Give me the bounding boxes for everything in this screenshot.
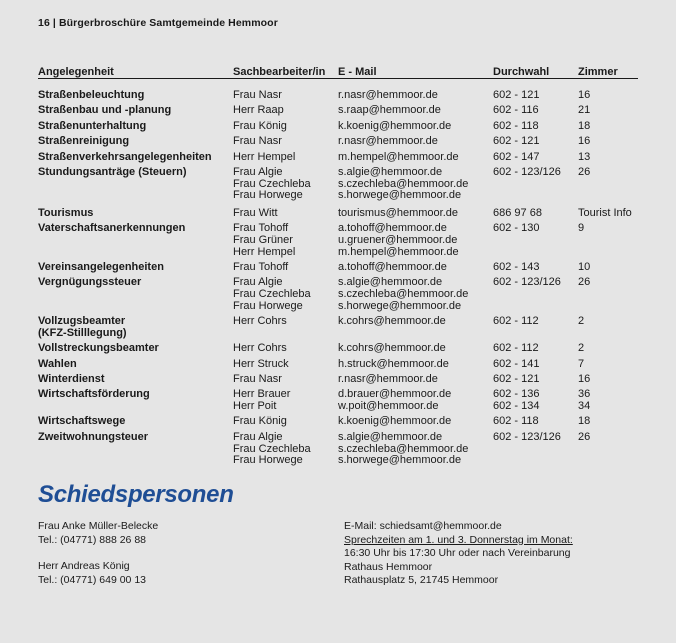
row-room xyxy=(578,343,648,355)
row-email-line: s.horwege@hemmoor.de xyxy=(338,189,462,202)
person-name: Herr Andreas König xyxy=(38,560,130,572)
row-room xyxy=(578,223,648,235)
row-person-line: Frau Czechleba xyxy=(233,177,311,190)
row-email-line: h.struck@hemmoor.de xyxy=(338,357,449,370)
row-phone-line: 602 - 121 xyxy=(493,89,540,101)
row-email xyxy=(338,223,488,258)
row-email-line: w.poit@hemmoor.de xyxy=(338,400,439,413)
brochure-title: Bürgerbroschüre Samtgemeinde Hemmoor xyxy=(58,17,278,29)
row-phone xyxy=(493,136,573,148)
schieds-email: E-Mail: schiedsamt@hemmoor.de xyxy=(344,520,502,532)
row-email xyxy=(338,167,488,202)
row-email-line: s.horwege@hemmoor.de xyxy=(338,454,462,467)
row-person-line: Herr Struck xyxy=(233,357,289,370)
row-person-line: Frau Witt xyxy=(233,206,278,219)
row-subject xyxy=(38,208,228,220)
row-phone xyxy=(493,389,573,412)
row-email xyxy=(338,262,488,274)
row-person xyxy=(233,223,333,258)
row-subject-line: Winterdienst xyxy=(38,373,105,385)
schieds-person-1 xyxy=(38,520,158,547)
table-row xyxy=(38,343,638,358)
row-room-line: 26 xyxy=(578,276,591,289)
office-hours-title: Sprechzeiten am 1. und 3. Donnerstag im Monat: xyxy=(344,533,573,546)
row-person xyxy=(233,105,333,117)
row-phone xyxy=(493,416,573,428)
row-email xyxy=(338,359,488,371)
section-heading-schiedspersonen: Schiedspersonen xyxy=(38,481,234,508)
row-email-line: r.nasr@hemmoor.de xyxy=(338,373,438,385)
row-subject xyxy=(38,389,228,401)
row-email xyxy=(338,105,488,117)
row-phone xyxy=(493,90,573,102)
row-email-line: r.nasr@hemmoor.de xyxy=(338,89,438,101)
row-room xyxy=(578,152,648,164)
row-phone-line: 602 - 147 xyxy=(493,150,540,163)
row-person-line: Frau Horwege xyxy=(233,189,303,202)
row-email-line: s.algie@hemmoor.de xyxy=(338,430,443,443)
table-row xyxy=(38,167,638,206)
table-row xyxy=(38,432,638,471)
row-phone-line: 602 - 136 xyxy=(493,388,540,401)
row-email xyxy=(338,389,488,412)
row-phone xyxy=(493,432,573,444)
row-person-line: Herr Cohrs xyxy=(233,315,287,328)
location: Rathaus Hemmoor xyxy=(344,560,433,573)
row-person-line: Frau Czechleba xyxy=(233,288,311,301)
row-phone-line: 686 97 68 xyxy=(493,206,542,219)
row-phone xyxy=(493,359,573,371)
row-room xyxy=(578,277,648,289)
row-person-line: Frau Algie xyxy=(233,276,283,289)
row-email xyxy=(338,277,488,312)
address: Rathausplatz 5, 21745 Hemmoor xyxy=(344,574,499,586)
row-person-line: Herr Brauer xyxy=(233,388,291,401)
row-subject-line: Straßenreinigung xyxy=(38,135,130,148)
row-room-line: 16 xyxy=(578,135,591,148)
row-subject-line: (KFZ-Stilllegung) xyxy=(38,326,127,339)
row-phone xyxy=(493,343,573,355)
row-phone-line: 602 - 112 xyxy=(493,315,539,328)
row-room xyxy=(578,136,648,148)
table-row xyxy=(38,152,638,167)
row-room xyxy=(578,105,648,117)
row-subject-line: Wahlen xyxy=(38,357,77,370)
row-room-line: 34 xyxy=(578,400,591,413)
row-room-line: 26 xyxy=(578,165,591,178)
row-phone-line: 602 - 121 xyxy=(493,135,540,148)
row-subject-line: Vergnügungssteuer xyxy=(38,276,142,289)
row-person-line: Herr Raap xyxy=(233,104,284,117)
row-person xyxy=(233,262,333,274)
row-room-line: 21 xyxy=(578,104,591,117)
row-subject xyxy=(38,316,228,339)
row-phone xyxy=(493,223,573,235)
row-email-line: s.czechleba@hemmoor.de xyxy=(338,288,469,301)
schieds-contact xyxy=(344,520,573,588)
row-email-line: k.cohrs@hemmoor.de xyxy=(338,315,446,328)
person-phone: Tel.: (04771) 649 00 13 xyxy=(38,573,146,586)
row-person xyxy=(233,316,333,328)
row-email-line: r.nasr@hemmoor.de xyxy=(338,135,438,148)
row-phone-line: 602 - 134 xyxy=(493,400,540,413)
row-person xyxy=(233,374,333,386)
row-phone xyxy=(493,262,573,274)
row-person-line: Frau Algie xyxy=(233,430,283,443)
column-header-email: E - Mail xyxy=(338,66,377,78)
row-room-line: 36 xyxy=(578,388,591,401)
row-subject-line: Straßenverkehrsangelegenheiten xyxy=(38,150,212,163)
row-person xyxy=(233,208,333,220)
row-email xyxy=(338,416,488,428)
row-phone xyxy=(493,277,573,289)
row-email-line: k.cohrs@hemmoor.de xyxy=(338,342,446,355)
column-header-phone: Durchwahl xyxy=(493,66,550,78)
table-row xyxy=(38,277,638,316)
row-phone-line: 602 - 141 xyxy=(493,357,540,370)
row-room-line: 13 xyxy=(578,150,591,163)
row-subject-line: Tourismus xyxy=(38,206,94,219)
column-header-person: Sachbearbeiter/in xyxy=(233,66,326,78)
column-header-subject: Angelegenheit xyxy=(38,66,114,78)
row-subject-line: Vollstreckungsbeamter xyxy=(38,342,159,355)
row-email xyxy=(338,343,488,355)
row-subject-line: Vaterschaftsanerkennungen xyxy=(38,222,186,235)
table-row xyxy=(38,359,638,374)
row-email-line: m.hempel@hemmoor.de xyxy=(338,150,459,163)
row-person xyxy=(233,167,333,202)
row-room-line: 2 xyxy=(578,342,585,355)
table-row xyxy=(38,105,638,120)
row-subject xyxy=(38,90,228,102)
row-subject-line: Wirtschaftsförderung xyxy=(38,388,150,401)
row-room xyxy=(578,208,648,220)
row-person xyxy=(233,136,333,148)
row-person xyxy=(233,389,333,412)
row-person-line: Frau Algie xyxy=(233,165,283,178)
row-room xyxy=(578,389,648,412)
row-subject-line: Vollzugsbeamter xyxy=(38,315,126,328)
row-email-line: k.koenig@hemmoor.de xyxy=(338,415,452,428)
table-row xyxy=(38,316,638,343)
row-email xyxy=(338,432,488,467)
office-hours: 16:30 Uhr bis 17:30 Uhr oder nach Vereinbarung xyxy=(344,547,571,559)
table-body xyxy=(38,90,638,471)
row-subject xyxy=(38,359,228,371)
row-phone xyxy=(493,105,573,117)
row-room xyxy=(578,167,648,179)
row-person-line: Frau Horwege xyxy=(233,454,303,467)
page-header xyxy=(38,17,278,29)
contact-table xyxy=(38,62,638,467)
row-person xyxy=(233,432,333,467)
row-email-line: s.czechleba@hemmoor.de xyxy=(338,177,469,190)
table-row xyxy=(38,121,638,136)
row-email-line: k.koenig@hemmoor.de xyxy=(338,119,452,132)
row-phone xyxy=(493,316,573,328)
column-header-room: Zimmer xyxy=(578,66,618,78)
row-phone xyxy=(493,167,573,179)
row-subject-line: Wirtschaftswege xyxy=(38,415,126,428)
row-person-line: Frau Tohoff xyxy=(233,222,289,235)
row-room-line: 16 xyxy=(578,373,591,385)
row-phone-line: 602 - 143 xyxy=(493,260,540,273)
row-subject xyxy=(38,416,228,428)
row-person xyxy=(233,90,333,102)
row-room xyxy=(578,416,648,428)
table-row xyxy=(38,90,638,105)
row-room xyxy=(578,374,648,386)
row-person-line: Frau Nasr xyxy=(233,89,282,101)
person-name: Frau Anke Müller-Belecke xyxy=(38,520,159,532)
row-phone-line: 602 - 121 xyxy=(493,373,540,385)
row-room xyxy=(578,262,648,274)
row-email xyxy=(338,208,488,220)
table-row xyxy=(38,374,638,389)
row-room-line: 26 xyxy=(578,430,591,443)
row-room-line: 7 xyxy=(578,357,585,370)
row-person xyxy=(233,121,333,133)
schieds-persons xyxy=(38,520,158,600)
row-room-line: 18 xyxy=(578,119,591,132)
schieds-person-2 xyxy=(38,560,158,587)
row-subject xyxy=(38,343,228,355)
table-row xyxy=(38,416,638,431)
row-person-line: Frau Tohoff xyxy=(233,260,289,273)
row-email xyxy=(338,316,488,328)
row-person-line: Frau Nasr xyxy=(233,373,282,385)
row-phone-line: 602 - 112 xyxy=(493,342,539,355)
row-email-line: s.czechleba@hemmoor.de xyxy=(338,442,469,455)
row-room-line: 18 xyxy=(578,415,591,428)
row-subject-line: Stundungsanträge (Steuern) xyxy=(38,165,187,178)
row-email xyxy=(338,152,488,164)
row-email-line: m.hempel@hemmoor.de xyxy=(338,245,459,258)
row-room-line: 2 xyxy=(578,315,585,328)
row-room xyxy=(578,432,648,444)
row-person-line: Herr Cohrs xyxy=(233,342,287,355)
row-phone-line: 602 - 123/126 xyxy=(493,165,561,178)
row-room-line: 16 xyxy=(578,89,591,101)
row-subject xyxy=(38,432,228,444)
header-separator: | xyxy=(52,17,59,29)
row-subject-line: Straßenbeleuchtung xyxy=(38,89,145,101)
table-row xyxy=(38,262,638,277)
table-row xyxy=(38,389,638,416)
table-row xyxy=(38,136,638,151)
row-subject xyxy=(38,105,228,117)
row-person-line: Frau König xyxy=(233,119,287,132)
row-phone-line: 602 - 116 xyxy=(493,104,539,117)
row-email xyxy=(338,121,488,133)
row-subject xyxy=(38,223,228,235)
row-subject-line: Vereinsangelegenheiten xyxy=(38,260,164,273)
row-subject-line: Straßenbau und -planung xyxy=(38,104,172,117)
row-email-line: tourismus@hemmoor.de xyxy=(338,206,458,219)
row-email-line: d.brauer@hemmoor.de xyxy=(338,388,452,401)
row-subject xyxy=(38,167,228,179)
table-row xyxy=(38,223,638,262)
row-email xyxy=(338,374,488,386)
row-person xyxy=(233,416,333,428)
row-person-line: Herr Hempel xyxy=(233,150,296,163)
row-phone-line: 602 - 130 xyxy=(493,222,540,235)
row-email-line: u.gruener@hemmoor.de xyxy=(338,233,458,246)
row-email xyxy=(338,90,488,102)
row-person-line: Frau Czechleba xyxy=(233,442,311,455)
row-subject-line: Straßenunterhaltung xyxy=(38,119,147,132)
row-phone xyxy=(493,208,573,220)
row-subject xyxy=(38,374,228,386)
row-phone xyxy=(493,121,573,133)
row-email-line: s.algie@hemmoor.de xyxy=(338,165,443,178)
row-person xyxy=(233,359,333,371)
row-email-line: s.raap@hemmoor.de xyxy=(338,104,441,117)
row-person xyxy=(233,152,333,164)
row-person xyxy=(233,277,333,312)
row-room-line: 9 xyxy=(578,222,585,235)
row-phone-line: 602 - 118 xyxy=(493,119,539,132)
person-phone: Tel.: (04771) 888 26 88 xyxy=(38,533,146,546)
row-subject xyxy=(38,262,228,274)
row-person-line: Frau Horwege xyxy=(233,299,303,312)
row-room-line: 10 xyxy=(578,260,591,273)
row-person xyxy=(233,343,333,355)
row-person-line: Frau Nasr xyxy=(233,135,282,148)
row-phone-line: 602 - 123/126 xyxy=(493,430,561,443)
row-phone-line: 602 - 123/126 xyxy=(493,276,561,289)
row-room xyxy=(578,121,648,133)
row-subject-line: Zweitwohnungsteuer xyxy=(38,430,148,443)
row-subject xyxy=(38,277,228,289)
row-person-line: Frau König xyxy=(233,415,287,428)
row-phone xyxy=(493,374,573,386)
page-number: 16 xyxy=(38,17,50,29)
row-room xyxy=(578,90,648,102)
table-header xyxy=(38,62,638,79)
row-subject xyxy=(38,121,228,133)
table-row xyxy=(38,208,638,223)
row-room xyxy=(578,359,648,371)
row-subject xyxy=(38,136,228,148)
row-person-line: Herr Hempel xyxy=(233,245,296,258)
row-room xyxy=(578,316,648,328)
row-room-line: Tourist Info xyxy=(578,206,632,219)
row-email-line: s.algie@hemmoor.de xyxy=(338,276,443,289)
row-phone-line: 602 - 118 xyxy=(493,415,539,428)
row-phone xyxy=(493,152,573,164)
row-email-line: s.horwege@hemmoor.de xyxy=(338,299,462,312)
row-email xyxy=(338,136,488,148)
row-person-line: Herr Poit xyxy=(233,400,277,413)
row-email-line: a.tohoff@hemmoor.de xyxy=(338,222,447,235)
row-person-line: Frau Grüner xyxy=(233,233,293,246)
row-email-line: a.tohoff@hemmoor.de xyxy=(338,260,447,273)
row-subject xyxy=(38,152,228,164)
